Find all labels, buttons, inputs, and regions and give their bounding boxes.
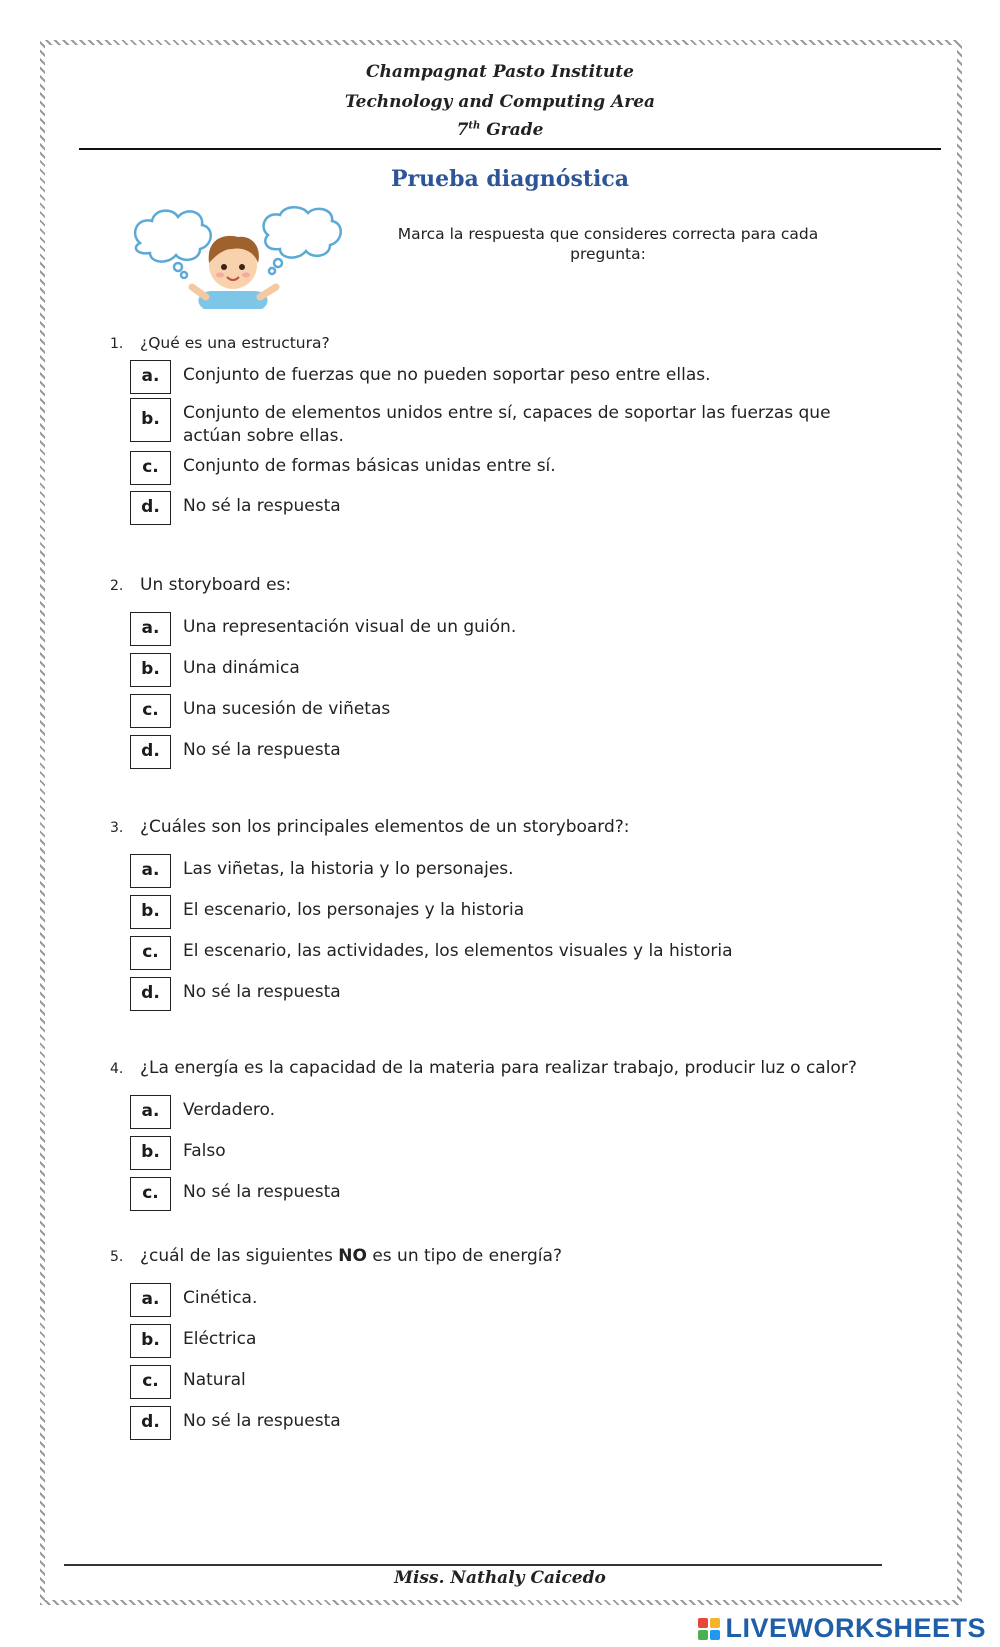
option-checkbox[interactable]: c. xyxy=(130,936,171,970)
option-text: No sé la respuesta xyxy=(183,496,341,516)
option-text: Cinética. xyxy=(183,1288,258,1308)
option-checkbox[interactable]: a. xyxy=(130,854,171,888)
thought-cloud-right-icon xyxy=(264,207,341,274)
question-2: 2. Un storyboard es: xyxy=(110,575,292,595)
option-checkbox[interactable]: b. xyxy=(130,653,171,687)
option-checkbox[interactable]: a. xyxy=(130,360,171,394)
option-checkbox[interactable]: c. xyxy=(130,1177,171,1211)
option-text: El escenario, los personajes y la historia xyxy=(183,900,525,920)
option-text: Una dinámica xyxy=(183,658,300,678)
option-text: No sé la respuesta xyxy=(183,1182,341,1202)
option-checkbox[interactable]: c. xyxy=(130,694,171,728)
logo-square-i xyxy=(710,1618,720,1628)
option-checkbox[interactable]: d. xyxy=(130,977,171,1011)
liveworksheets-brand[interactable] xyxy=(698,1613,986,1644)
logo-square-v xyxy=(698,1630,708,1640)
footer-divider xyxy=(64,1564,882,1566)
question-3: 3. ¿Cuáles son los principales elementos de un storyboard?: xyxy=(110,817,630,837)
page-title: Prueba diagnóstica xyxy=(390,166,630,192)
option-text: Una representación visual de un guión. xyxy=(183,617,517,637)
option-text: Eléctrica xyxy=(183,1329,257,1349)
option-text: No sé la respuesta xyxy=(183,740,341,760)
option-text: Conjunto de formas básicas unidas entre sí. xyxy=(183,456,556,476)
instructions-text: Marca la respuesta que consideres correcta para cada pregunta: xyxy=(397,225,819,263)
option-checkbox[interactable]: d. xyxy=(130,1406,171,1440)
option-checkbox[interactable]: d. xyxy=(130,735,171,769)
option-checkbox[interactable]: c. xyxy=(130,451,171,485)
option-text: Natural xyxy=(183,1370,246,1390)
school-name: Champagnat Pasto Institute xyxy=(366,62,634,82)
teacher-name: Miss. Nathaly Caicedo xyxy=(394,1568,606,1588)
logo-square-l xyxy=(698,1618,708,1628)
header-divider xyxy=(79,148,941,150)
option-checkbox[interactable]: b. xyxy=(130,895,171,929)
option-checkbox[interactable]: a. xyxy=(130,1283,171,1317)
brand-name: LIVEWORKSHEETS xyxy=(725,1613,986,1643)
option-text: No sé la respuesta xyxy=(183,1411,341,1431)
option-checkbox[interactable]: c. xyxy=(130,1365,171,1399)
option-checkbox[interactable]: a. xyxy=(130,612,171,646)
option-checkbox[interactable]: a. xyxy=(130,1095,171,1129)
thought-cloud-left-icon xyxy=(135,211,211,278)
option-text: El escenario, las actividades, los elementos visuales y la historia xyxy=(183,941,733,961)
option-checkbox[interactable]: b. xyxy=(130,1136,171,1170)
option-text: Conjunto de elementos unidos entre sí, capaces de soportar las fuerzas que actúan sobre ellas. xyxy=(183,403,831,446)
logo-square-e xyxy=(710,1630,720,1640)
area-name: Technology and Computing Area xyxy=(344,92,656,112)
option-text: Falso xyxy=(183,1141,226,1161)
option-checkbox[interactable]: d. xyxy=(130,491,171,525)
question-5: 5. ¿cuál de las siguientes NO es un tipo de energía? xyxy=(110,1246,562,1266)
option-text: Las viñetas, la historia y lo personajes. xyxy=(183,859,514,879)
grade-label: 7th Grade xyxy=(456,120,544,140)
option-text: Conjunto de fuerzas que no pueden soportar peso entre ellas. xyxy=(183,365,711,385)
option-text: Una sucesión de viñetas xyxy=(183,699,391,719)
question-1: 1. ¿Qué es una estructura? xyxy=(110,334,330,352)
option-text: Verdadero. xyxy=(183,1100,276,1120)
option-checkbox[interactable]: b. xyxy=(130,1324,171,1358)
question-4: 4. ¿La energía es la capacidad de la materia para realizar trabajo, producir luz o calor? xyxy=(110,1058,857,1078)
thinking-boy-illustration xyxy=(128,205,353,320)
option-text: No sé la respuesta xyxy=(183,982,341,1002)
option-checkbox[interactable]: b. xyxy=(130,398,171,442)
liveworksheets-logo-icon xyxy=(698,1618,720,1640)
